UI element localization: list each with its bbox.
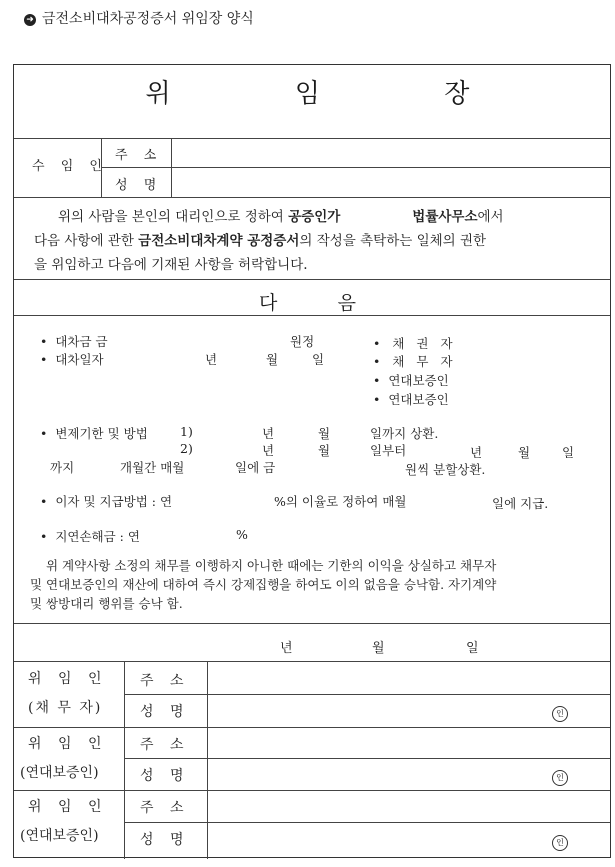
repayment-monthly: 개월간 매월 [120, 460, 185, 475]
signer2-address-label: 주 소 [140, 737, 190, 753]
delegation-line-2: 다음 사항에 관한 금전소비대차계약 공정증서의 작성을 촉탁하는 일체의 권한 [34, 233, 487, 249]
repayment-2-num: 2) [180, 441, 193, 456]
repayment-item: • 변제기한 및 방법 [40, 426, 148, 441]
interest-rate-text: %의 이율로 정하여 매월 [274, 494, 407, 509]
signer3-name-field[interactable] [208, 822, 608, 854]
signer1-name-field[interactable] [208, 694, 608, 724]
signer3-title: 위 임 인 [28, 799, 108, 815]
repayment-2-end-day: 일 [562, 445, 575, 460]
document-header-title: 금전소비대차공정증서 위임장 양식 [42, 11, 254, 27]
delegation-bottom-divider [14, 279, 610, 280]
loan-amount-item: • 대차금 금 [40, 334, 108, 349]
late-charge-percent: % [236, 527, 248, 542]
loan-date-month: 월 [266, 352, 279, 367]
signer1-address-field[interactable] [208, 662, 608, 692]
circle-arrow-icon: ➜ [24, 14, 36, 26]
signer3-address-field[interactable] [208, 790, 608, 820]
repayment-day-amount: 일에 금 [235, 460, 276, 475]
signer3-seal-mark: 인 [552, 835, 568, 851]
guarantor2-item: • 연대보증인 [373, 392, 449, 407]
signer1-role: (채 무 자) [28, 700, 103, 716]
recipient-name-field[interactable] [172, 168, 608, 194]
delegation-line-3: 을 위임하고 다음에 기재된 사항을 허락합니다. [34, 257, 308, 273]
signer3-role: (연대보증인) [20, 828, 99, 844]
recipient-bottom-divider [14, 197, 610, 198]
repayment-2-from: 일부터 [370, 443, 407, 458]
consent-line-3: 및 쌍방대리 행위를 승낙 함. [30, 596, 183, 611]
interest-item: • 이자 및 지급방법 : 연 [40, 494, 173, 509]
section-title: 다 음 [258, 292, 357, 314]
loan-amount-won: 원정 [290, 334, 315, 349]
repayment-1-until: 일까지 상환. [370, 426, 439, 441]
signer1-name-label: 성 명 [140, 704, 190, 720]
signer3-address-label: 주 소 [140, 800, 190, 816]
document-header [24, 8, 254, 28]
repayment-2-end-year: 년 [470, 445, 483, 460]
debtor-item: • 채 무 자 [373, 354, 457, 369]
recipient-name-label: 성 명 [115, 178, 163, 193]
signer2-address-field[interactable] [208, 727, 608, 757]
signer1-address-label: 주 소 [140, 673, 190, 689]
signer2-seal-mark: 인 [552, 770, 568, 786]
signer-col-divider-1 [124, 661, 125, 859]
signer3-name-label: 성 명 [140, 832, 190, 848]
signer2-name-field[interactable] [208, 758, 608, 788]
guarantor1-item: • 연대보증인 [373, 373, 449, 388]
page-title: 위 임 장 [145, 79, 528, 109]
signer2-title: 위 임 인 [28, 736, 108, 752]
loan-date-day: 일 [312, 352, 325, 367]
date-year: 년 [280, 641, 293, 656]
interest-pay: 일에 지급. [492, 496, 549, 511]
consent-bottom-divider [14, 623, 610, 624]
creditor-item: • 채 권 자 [373, 336, 457, 351]
recipient-address-label: 주 소 [115, 148, 163, 163]
signer2-name-label: 성 명 [140, 768, 190, 784]
repayment-1-num: 1) [180, 424, 193, 439]
late-charge-item: • 지연손해금 : 연 [40, 529, 140, 544]
delegation-line-1: 위의 사람을 본인의 대리인으로 정하여 공증인가 법률사무소에서 [58, 209, 504, 225]
repayment-installment: 원씩 분할상환. [405, 462, 486, 477]
signer2-role: (연대보증인) [20, 765, 99, 781]
repayment-2-year: 년 [262, 443, 275, 458]
recipient-address-field[interactable] [172, 138, 608, 166]
loan-date-year: 년 [205, 352, 218, 367]
signer1-title: 위 임 인 [28, 671, 108, 687]
repayment-2-end-month: 월 [518, 445, 531, 460]
signer1-seal-mark: 인 [552, 706, 568, 722]
consent-line-1: 위 계약사항 소정의 채무를 이행하지 아니한 때에는 기한의 이익을 상실하고 채무자 [46, 558, 497, 573]
repayment-1-month: 월 [318, 426, 331, 441]
repayment-2-month: 월 [318, 443, 331, 458]
repayment-until: 까지 [50, 460, 75, 475]
section-title-divider [14, 315, 610, 316]
date-month: 월 [372, 641, 385, 656]
date-day: 일 [466, 641, 479, 656]
consent-line-2: 및 연대보증인의 재산에 대하여 즉시 강제집행을 하여도 이의 없음을 승낙함. 자기계약 [30, 577, 497, 592]
loan-date-item: • 대차일자 [40, 352, 104, 367]
repayment-1-year: 년 [262, 426, 275, 441]
recipient-label: 수 임 인 [32, 159, 108, 174]
